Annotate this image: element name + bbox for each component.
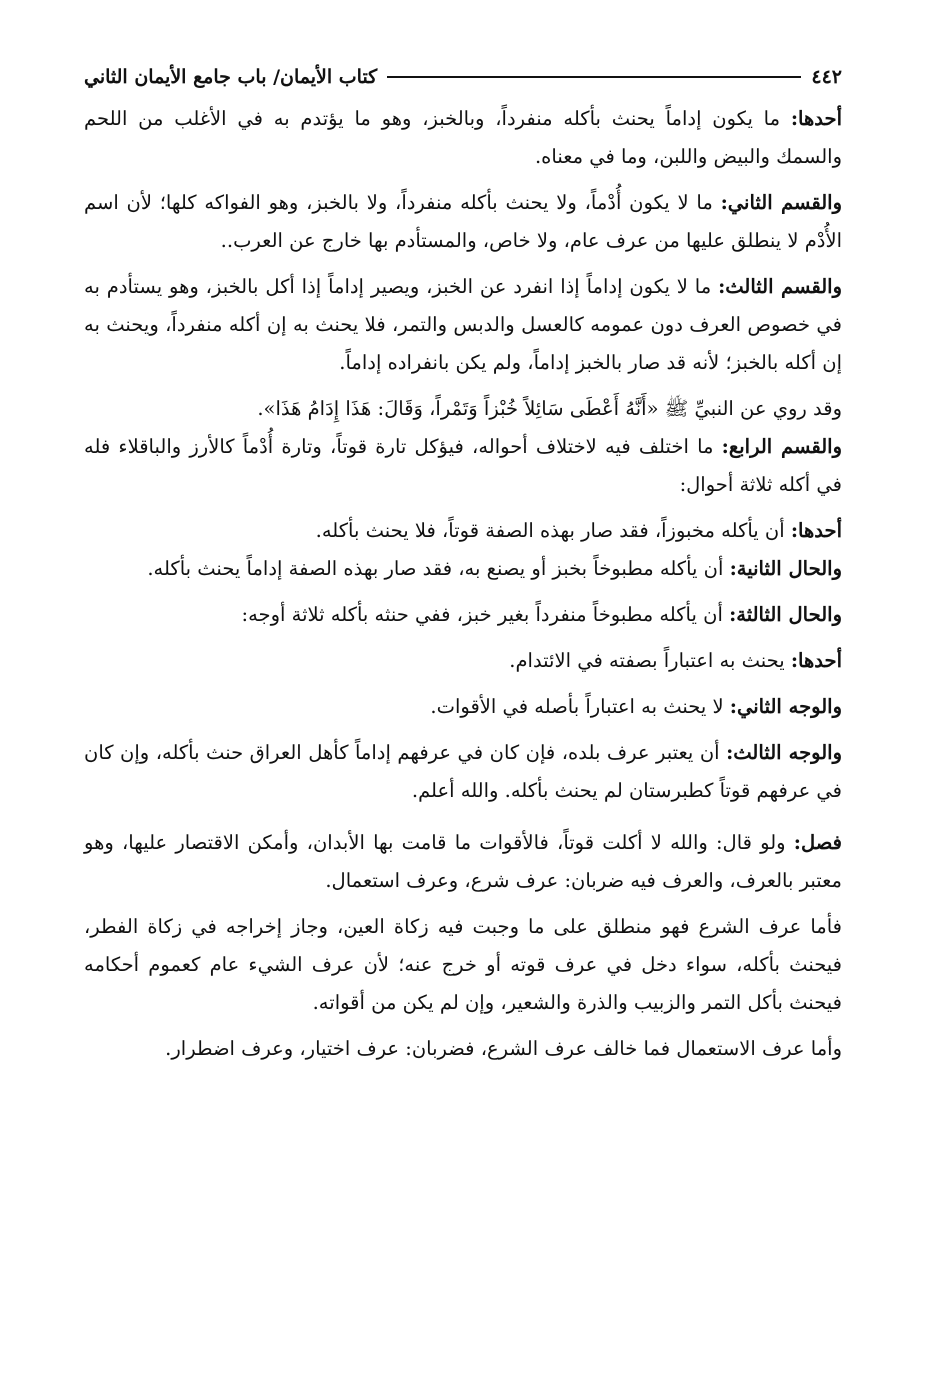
paragraph [84,428,842,504]
paragraph-lead: والقسم الثاني: [720,191,842,214]
section-paragraph [84,824,842,900]
paragraph-text: ما لا يكون أُدْماً، ولا يحنث بأكله منفرداً، ولا بالخبز، وهو الفواكه كلها؛ لأن اسم الأُدْم لا ينطلق عليها من عرف عام، ولا خاص، والمستأدم بها خارج عن العرب.. [84,191,842,252]
paragraph-lead: والقسم الرابع: [721,435,843,458]
paragraph-lead: أحدها: [790,519,842,542]
paragraph-text: لا يحنث به اعتباراً بأصله في الأقوات. [430,695,730,718]
paragraph [84,908,842,1022]
paragraph-text: وقد روي عن النبيِّ ﷺ «أَنَّهُ أَعْطَى سَائِلاً خُبْزاً وَتَمْراً، وَقَالَ: هَذَا إِدَامُ هَذَا». [257,397,842,420]
paragraph-text: ما لا يكون إداماً إذا انفرد عن الخبز، ويصير إداماً إذا أكل بالخبز، وهو يستأدم به في خصوص العرف دون عمومه كالعسل والدبس والتمر، فلا يحنث به إن أكله منفرداً، ويحنث به إن أكله بالخبز؛ لأنه قد صار بالخبز إداماً، ولم يكن بانفراده إداماً. [84,275,842,374]
paragraph-text: أن يأكله مطبوخاً بخبز أو يصنع به، فقد صار بهذه الصفة إداماً يحنث بأكله. [147,557,730,580]
paragraph-lead: والقسم الثالث: [718,275,843,298]
hadith-paragraph [84,390,842,428]
paragraph-text: أن يأكله مخبوزاً، فقد صار بهذه الصفة قوتاً، فلا يحنث بأكله. [315,519,791,542]
paragraph-text: يحنث به اعتباراً بصفته في الائتدام. [509,649,791,672]
paragraph [84,1030,842,1068]
paragraph [84,512,842,550]
paragraph-lead: والوجه الثالث: [726,741,842,764]
paragraph [84,550,842,588]
paragraph-text: ما اختلف فيه لاختلاف أحواله، فيؤكل تارة قوتاً، وتارة أُدْماً كالأرز والباقلاء فله في أكله ثلاثة أحوال: [84,435,842,496]
paragraph [84,184,842,260]
paragraph [84,596,842,634]
paragraph [84,642,842,680]
paragraph-text: ما يكون إداماً يحنث بأكله منفرداً، وبالخبز، وهو ما يؤتدم به في الأغلب من اللحم والسمك والبيض واللبن، وما في معناه. [84,107,842,168]
page-body [84,100,842,1068]
paragraph-text: ولو قال: والله لا أكلت قوتاً، فالأقوات ما قامت بها الأبدان، وأمكن الاقتصار عليها، وهو معتبر بالعرف، والعرف فيه ضربان: عرف شرع، وعرف استعمال. [84,831,842,892]
paragraph-lead: والوجه الثاني: [729,695,842,718]
paragraph-lead: أحدها: [790,649,842,672]
paragraph [84,268,842,382]
paragraph [84,100,842,176]
paragraph-lead: والحال الثانية: [729,557,842,580]
section-lead: فصل: [793,831,842,854]
paragraph-text: وأما عرف الاستعمال فما خالف عرف الشرع، فضربان: عرف اختيار، وعرف اضطرار. [165,1037,842,1060]
paragraph [84,734,842,810]
paragraph [84,688,842,726]
book-page [84,60,842,1076]
paragraph-lead: والحال الثالثة: [729,603,842,626]
paragraph-text: أن يأكله مطبوخاً منفرداً بغير خبز، ففي حنثه بأكله ثلاثة أوجه: [241,603,730,626]
paragraph-text: فأما عرف الشرع فهو منطلق على ما وجبت فيه زكاة العين، وجاز إخراجه في زكاة الفطر، فيحنث بأكله، سواء دخل في عرف قوته أو خرج عنه؛ لأن عرف الشيء عام كعموم أحكامه فيحنث بأكل التمر والزبيب والذرة والشعير، وإن لم يكن من أقواته. [84,915,842,1014]
page-header [84,60,842,94]
running-title: كتاب الأيمان/ باب جامع الأيمان الثاني [84,66,378,88]
paragraph-lead: أحدها: [790,107,842,130]
header-rule [387,76,801,78]
paragraph-text: أن يعتبر عرف بلده، فإن كان في عرفهم إداماً كأهل العراق حنث بأكله، وإن كان في عرفهم قوتاً كطبرستان لم يحنث بأكله. والله أعلم. [84,741,842,802]
page-number: ٤٤٢ [811,66,842,88]
